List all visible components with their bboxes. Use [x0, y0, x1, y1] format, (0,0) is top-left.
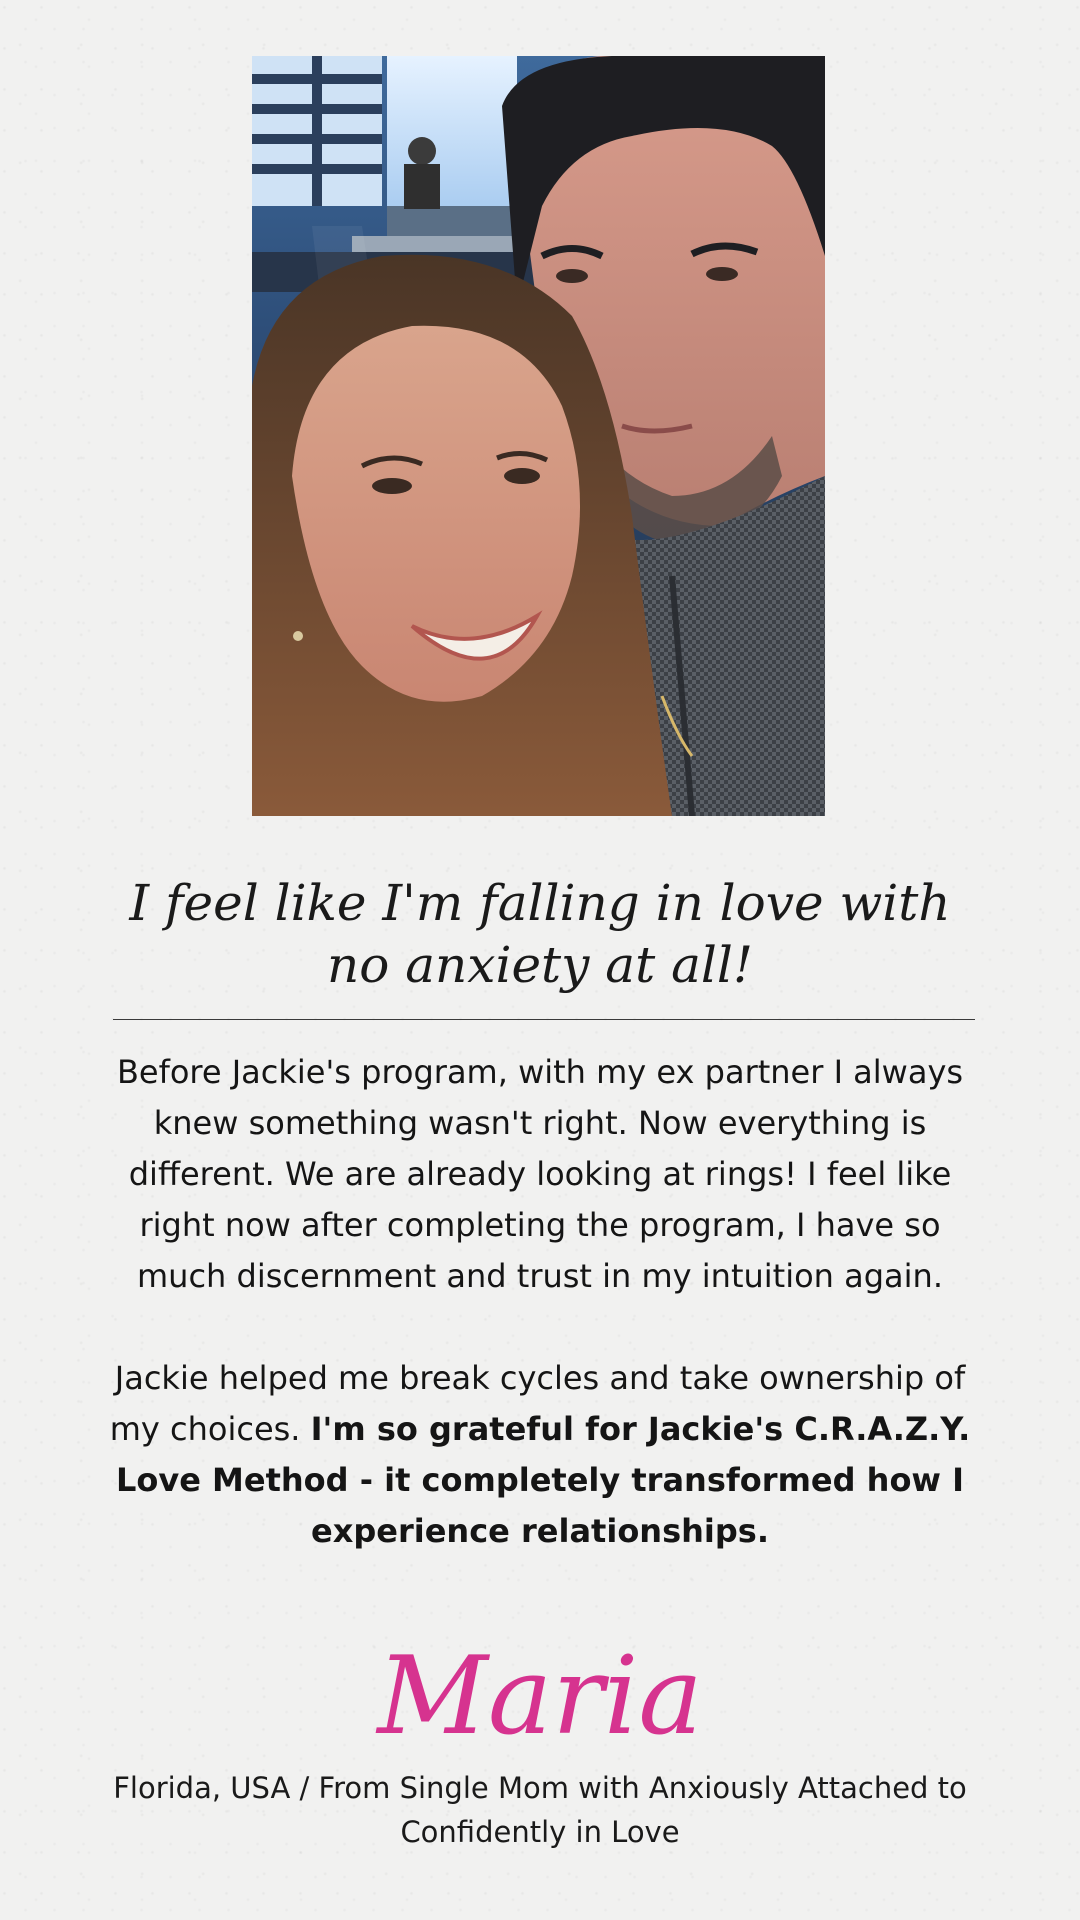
- signature: [340, 1628, 740, 1778]
- testimonial-paragraph-2-bold: I'm so grateful for Jackie's C.R.A.Z.Y. Love Method - it completely transformed how I experience relationships.: [115, 1410, 971, 1550]
- testimonial-photo: [252, 56, 825, 816]
- testimonial-headline: I feel like I'm falling in love with no anxiety at all!: [129, 874, 951, 994]
- headline-divider: [113, 1019, 975, 1020]
- testimonial-location: Florida, USA / From Single Mom with Anxiously Attached to Confidently in Love: [113, 1771, 967, 1849]
- couple-photo-illustration: [252, 56, 825, 816]
- testimonial-body: [100, 1047, 980, 1557]
- testimonial-paragraph-1: Before Jackie's program, with my ex partner I always knew something wasn't right. Now everything is different. We are already looking at rings! I feel like right now after completing the program, I have so much discernment and trust in my intuition again.: [116, 1053, 964, 1295]
- signature-script: [340, 1628, 740, 1778]
- testimonial-paragraph-2: [100, 1353, 980, 1557]
- signature-name: Maria: [377, 1634, 703, 1759]
- testimonial-paragraph-2-regular: Jackie helped me break cycles and take ownership of my choices.: [109, 1359, 966, 1448]
